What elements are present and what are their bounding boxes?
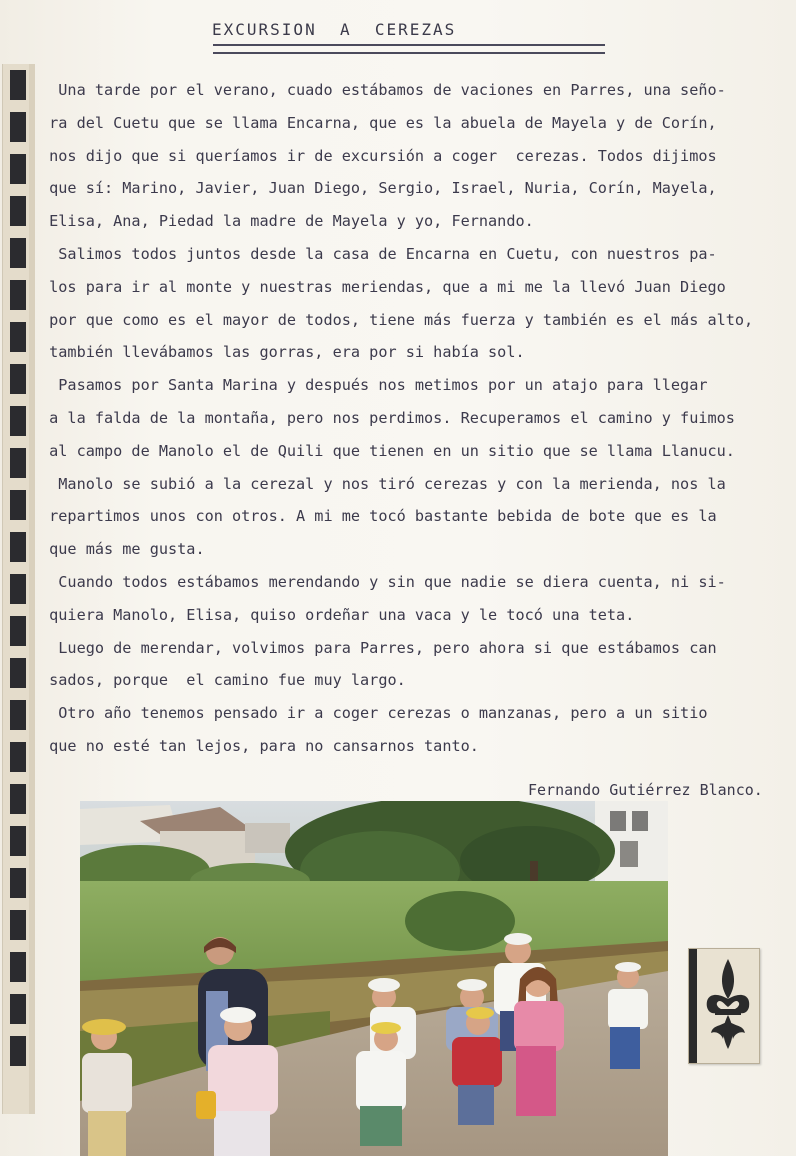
text-line: que no esté tan lejos, para no cansarnos tanto. [40, 736, 479, 755]
text-line: que más me gusta. [40, 540, 205, 559]
text-line: Cuando todos estábamos merendando y sin que nadie se diera cuenta, ni si- [40, 572, 726, 591]
film-strip-edge [29, 64, 35, 1114]
text-line: Salimos todos juntos desde la casa de Encarna en Cuetu, con nuestros pa- [40, 244, 717, 263]
photo-illustration [80, 801, 668, 1156]
text-line: Otro año tenemos pensado ir a coger cerezas o manzanas, pero a un sitio [40, 704, 708, 723]
story-text [40, 74, 796, 763]
text-line: nos dijo que si queríamos ir de excursión a coger cerezas. Todos dijimos [40, 146, 717, 165]
title-underline [213, 44, 605, 54]
text-line: Pasamos por Santa Marina y después nos metimos por un atajo para llegar [40, 376, 708, 395]
text-line: Elisa, Ana, Piedad la madre de Mayela y yo, Fernando. [40, 212, 534, 231]
text-line: quiera Manolo, Elisa, quiso ordeñar una vaca y le tocó una teta. [40, 605, 635, 624]
text-line: al campo de Manolo el de Quili que tienen en un sitio que se llama Llanucu. [40, 441, 735, 460]
text-line: que sí: Marino, Javier, Juan Diego, Sergio, Israel, Nuria, Corín, Mayela, [40, 179, 717, 198]
text-line: Luego de merendar, volvimos para Parres, pero ahora si que estábamos can [40, 638, 717, 657]
author-signature: Fernando Gutiérrez Blanco. [528, 781, 763, 799]
text-line: los para ir al monte y nuestras meriendas, que a mi me la llevó Juan Diego [40, 277, 726, 296]
text-line: repartimos unos con otros. A mi me tocó bastante bebida de bote que es la [40, 507, 717, 526]
text-line: sados, porque el camino fue muy largo. [40, 671, 406, 690]
text-line: Una tarde por el verano, cuado estábamos de vaciones en Parres, una seño- [40, 81, 726, 99]
decorative-stamp [688, 948, 760, 1064]
stamp-bar [689, 949, 697, 1063]
text-line: a la falda de la montaña, pero nos perdimos. Recuperamos el camino y fuimos [40, 408, 735, 427]
text-line: ra del Cuetu que se llama Encarna, que es la abuela de Mayela y de Corín, [40, 113, 717, 132]
text-line: también llevábamos las gorras, era por si había sol. [40, 343, 525, 362]
fleur-de-lis-icon [701, 955, 755, 1055]
excursion-photo [80, 801, 668, 1156]
text-line: por que como es el mayor de todos, tiene más fuerza y también es el más alto, [40, 310, 754, 329]
film-strip-border [2, 64, 35, 1114]
text-line: Manolo se subió a la cerezal y nos tiró cerezas y con la merienda, nos la [40, 474, 726, 493]
document-title: EXCURSION A CEREZAS [212, 20, 457, 39]
film-strip-holes [10, 70, 26, 1070]
